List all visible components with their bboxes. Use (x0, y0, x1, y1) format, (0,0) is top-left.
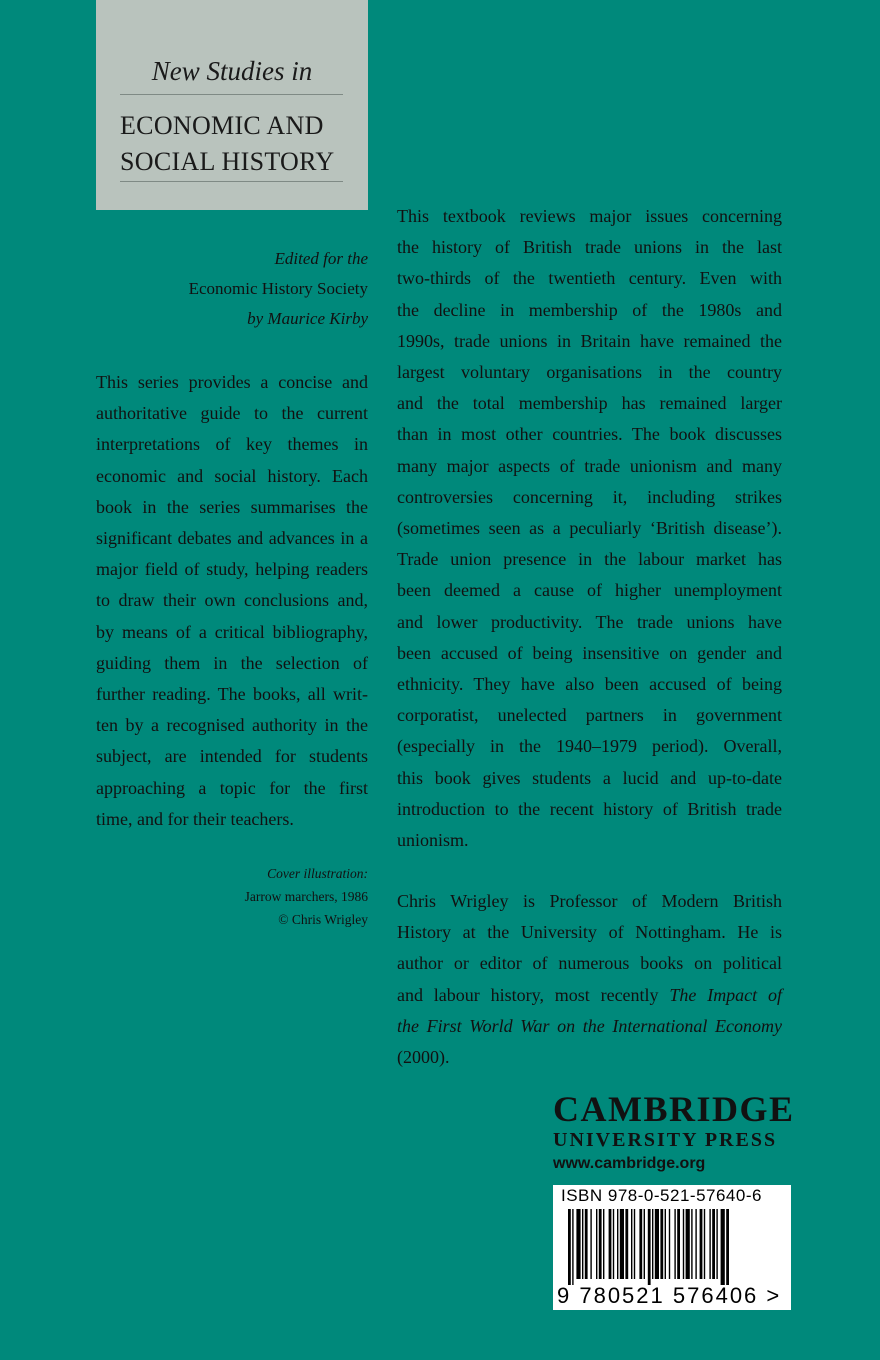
author-bio (397, 886, 782, 1073)
barcode-bar (585, 1209, 588, 1279)
cover-credit-copyright: © Chris Wrigley (278, 912, 368, 927)
barcode-bar (634, 1209, 635, 1279)
barcode-bar (669, 1209, 670, 1279)
barcode-bar (590, 1209, 591, 1279)
barcode-bar (617, 1209, 618, 1279)
series-title-line: ECONOMIC AND (120, 111, 324, 140)
description-line: This textbook reviews major issues concerning (397, 206, 782, 226)
description-line: authoritative guide to the current (96, 403, 368, 424)
barcode-bar (674, 1209, 675, 1279)
series-prefix: New Studies in (151, 56, 313, 86)
description-line: than in most other countries. The book discusses (397, 424, 782, 445)
barcode-bar (655, 1209, 659, 1279)
book-description (397, 201, 782, 856)
bio-text: and labour history, most recently (397, 984, 670, 1005)
book-title: the First World War on the International Economy (397, 1015, 782, 1036)
publisher-logo (553, 1090, 793, 1176)
description-line: this book gives students a lucid and up-to-date (397, 767, 782, 788)
barcode-bar (631, 1209, 632, 1279)
description-line: two-thirds of the twentieth century. Even with (397, 268, 782, 289)
editor-line: Edited for the (274, 249, 368, 268)
barcode-bar (648, 1209, 651, 1285)
barcode-bar (704, 1209, 705, 1279)
barcode-bar (603, 1209, 604, 1279)
description-line: to draw their own conclusions and, (96, 590, 368, 611)
publisher-press: UNIVERSITY PRESS (553, 1129, 778, 1151)
book-title: The Impact of (669, 984, 782, 1005)
barcode-bar (665, 1209, 666, 1279)
editor-society: Economic History Society (188, 279, 368, 298)
barcode-bar (691, 1209, 692, 1279)
description-line: the decline in membership of the 1980s and (397, 299, 782, 320)
publisher-name: CAMBRIDGE (553, 1089, 795, 1129)
description-line: corporatist, unelected partners in government (397, 705, 782, 726)
description-line: ten by a recognised authority in the (96, 715, 368, 736)
barcode-bar (660, 1209, 663, 1279)
series-description (96, 367, 368, 835)
description-line: many major aspects of trade unionism and many (397, 455, 782, 476)
description-line: been deemed a cause of higher unemployment (397, 580, 782, 601)
description-line: interpretations of key themes in (96, 434, 368, 455)
series-title-line: SOCIAL HISTORY (120, 147, 335, 176)
cover-credit (96, 862, 368, 931)
description-line: (especially in the 1940–1979 period). Overall, (397, 736, 782, 757)
barcode-panel (553, 1185, 791, 1310)
description-line: Trade union presence in the labour market has (397, 549, 782, 570)
description-line: further reading. The books, all writ- (96, 684, 368, 705)
publisher-url: www.cambridge.org (553, 1155, 706, 1172)
description-line: by means of a critical bibliography, (96, 621, 368, 642)
bio-line (397, 980, 782, 1011)
description-line: time, and for their teachers. (96, 808, 294, 829)
barcode-bar (613, 1209, 614, 1279)
editor-credit (96, 244, 368, 334)
barcode-bar (644, 1209, 645, 1279)
description-line: This series provides a concise and (96, 372, 368, 392)
barcode-bar (596, 1209, 597, 1279)
barcode-bar (620, 1209, 624, 1279)
description-line: book in the series summarises the (96, 496, 368, 517)
editor-name: by Maurice Kirby (247, 309, 368, 328)
bio-line: History at the University of Nottingham. He is (397, 922, 782, 943)
bio-line (397, 1011, 782, 1042)
description-line: economic and social history. Each (96, 465, 368, 486)
barcode-bar (568, 1209, 571, 1285)
barcode-bars (568, 1209, 778, 1285)
barcode-bar (576, 1209, 580, 1279)
cover-credit-label: Cover illustration: (267, 866, 368, 881)
description-line: 1990s, trade unions in Britain have remained the (397, 330, 782, 351)
barcode-bar (716, 1209, 717, 1279)
description-line: controversies concerning it, including strikes (397, 486, 782, 507)
barcode-bar (712, 1209, 715, 1279)
series-panel (96, 0, 368, 210)
barcode-bar (625, 1209, 628, 1279)
divider (120, 181, 343, 182)
description-line: the history of British trade unions in the last (397, 237, 782, 258)
barcode-bar (609, 1209, 612, 1279)
description-line: and lower productivity. The trade unions have (397, 611, 782, 632)
isbn-label: ISBN 978-0-521-57640-6 (561, 1186, 762, 1205)
description-line: significant debates and advances in a (96, 528, 368, 549)
barcode-bar (677, 1209, 680, 1279)
barcode-bar (599, 1209, 602, 1279)
barcode-digits: 9 780521 576406 > (557, 1283, 782, 1308)
barcode-bar (695, 1209, 696, 1279)
bio-line: (2000). (397, 1047, 450, 1068)
description-line: ethnicity. They have also been accused of being (397, 674, 782, 695)
barcode-bar (683, 1209, 684, 1279)
bio-line: author or editor of numerous books on political (397, 953, 782, 974)
description-line: largest voluntary organisations in the country (397, 362, 782, 383)
description-line: (sometimes seen as a peculiarly ‘British disease’). (397, 518, 782, 539)
barcode-bar (700, 1209, 703, 1279)
bio-line: Chris Wrigley is Professor of Modern British (397, 891, 782, 911)
cover-credit-caption: Jarrow marchers, 1986 (244, 889, 368, 904)
barcode-bar (726, 1209, 729, 1285)
barcode-bar (582, 1209, 583, 1279)
description-line: introduction to the recent history of British trade (397, 798, 782, 819)
barcode-bar (639, 1209, 642, 1279)
description-line: unionism. (397, 830, 469, 851)
divider (120, 94, 343, 95)
barcode-bar (721, 1209, 725, 1285)
barcode-bar (686, 1209, 690, 1279)
barcode-bar (652, 1209, 653, 1279)
barcode-bar (572, 1209, 573, 1285)
barcode-bar (709, 1209, 710, 1279)
series-title (120, 108, 360, 180)
description-line: been accused of being insensitive on gender and (397, 642, 782, 663)
description-line: approaching a topic for the first (96, 777, 368, 798)
description-line: guiding them in the selection of (96, 652, 368, 673)
description-line: major field of study, helping readers (96, 559, 368, 580)
description-line: and the total membership has remained larger (397, 393, 782, 414)
description-line: subject, are intended for students (96, 746, 368, 767)
